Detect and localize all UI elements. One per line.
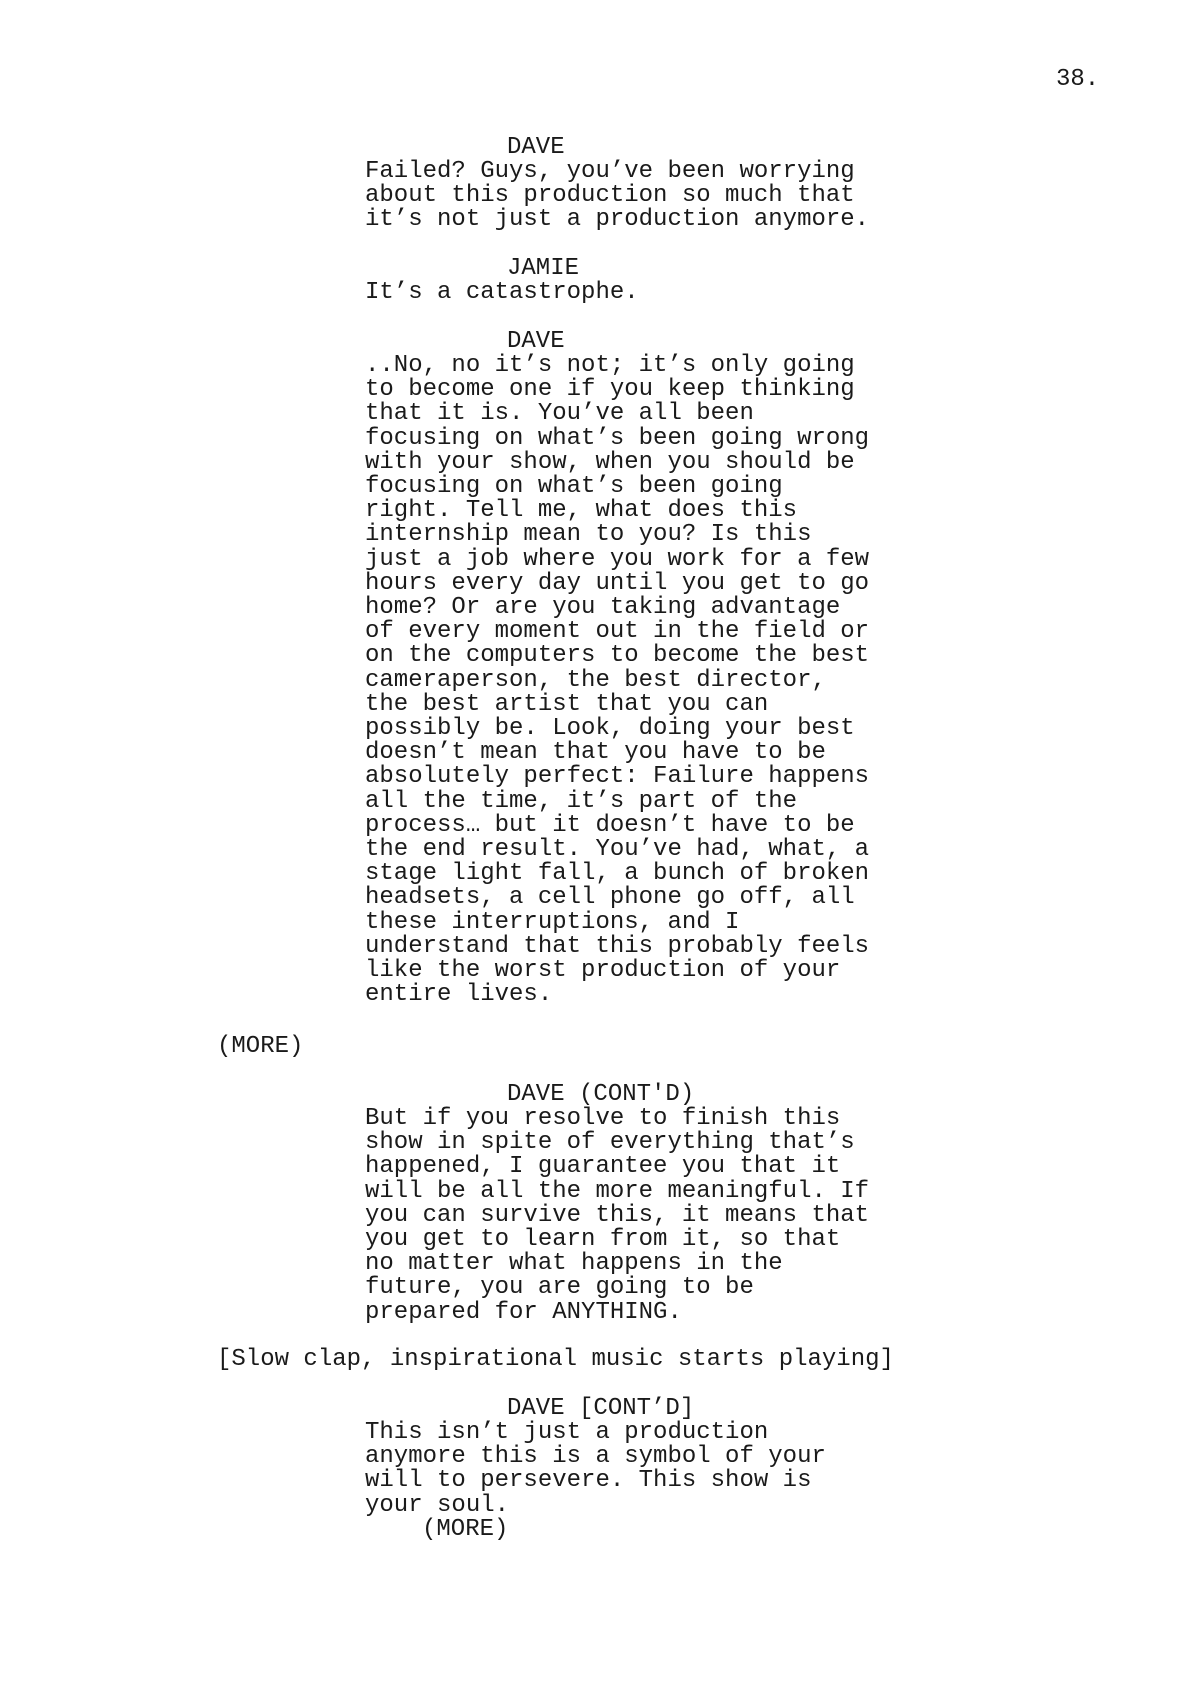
- dialogue-dave-4: This isn’t just a production anymore this is a symbol of your will to persevere. This show is your soul.: [365, 1419, 826, 1519]
- dialogue-dave-3: But if you resolve to finish this show in spite of everything that’s happened, I guarantee you that it will be all the more meaningful. If you can survive this, it means that you get to learn from it, so that no matter what happens in the future, you are going to be prepared for ANYTHING.: [365, 1105, 870, 1326]
- dialogue-jamie: It’s a catastrophe.: [365, 279, 639, 306]
- more-marker-dialogue: (MORE): [422, 1516, 509, 1543]
- page-number: 38.: [1056, 66, 1100, 93]
- character-dave-contd: DAVE (CONT'D): [507, 1081, 695, 1108]
- character-dave-contd-2: DAVE [CONT’D]: [507, 1395, 695, 1422]
- character-dave-2: DAVE: [507, 328, 565, 355]
- more-marker-left: (MORE): [217, 1033, 304, 1060]
- character-dave: DAVE: [507, 134, 565, 161]
- character-jamie: JAMIE: [507, 255, 580, 282]
- action-slow-clap: [Slow clap, inspirational music starts playing]: [217, 1346, 894, 1373]
- dialogue-dave-2: ..No, no it’s not; it’s only going to become one if you keep thinking that it is. You’ve all been focusing on what’s been going wrong with your show, when you should be focusing on what’s been going right. Tell me, what does this internship mean to you? Is this just a job where you work for a few hours every day until you get to go home? Or are you taking advantage of every moment out in the field or on the computers to become the best cameraperson, the best director, the best artist that you can possibly be. Look, doing your best doesn’t mean that you have to be absolutely perfect: Failure happens all the time, it’s part of the process… but it doesn’t have to be the end result. You’ve had, what, a stage light fall, a bunch of broken headsets, a cell phone go off, all these interruptions, and I understand that this probably feels like the worst production of your entire lives.: [365, 352, 870, 1009]
- dialogue-dave-1: Failed? Guys, you’ve been worrying about this production so much that it’s not just a production anymore.: [365, 158, 870, 234]
